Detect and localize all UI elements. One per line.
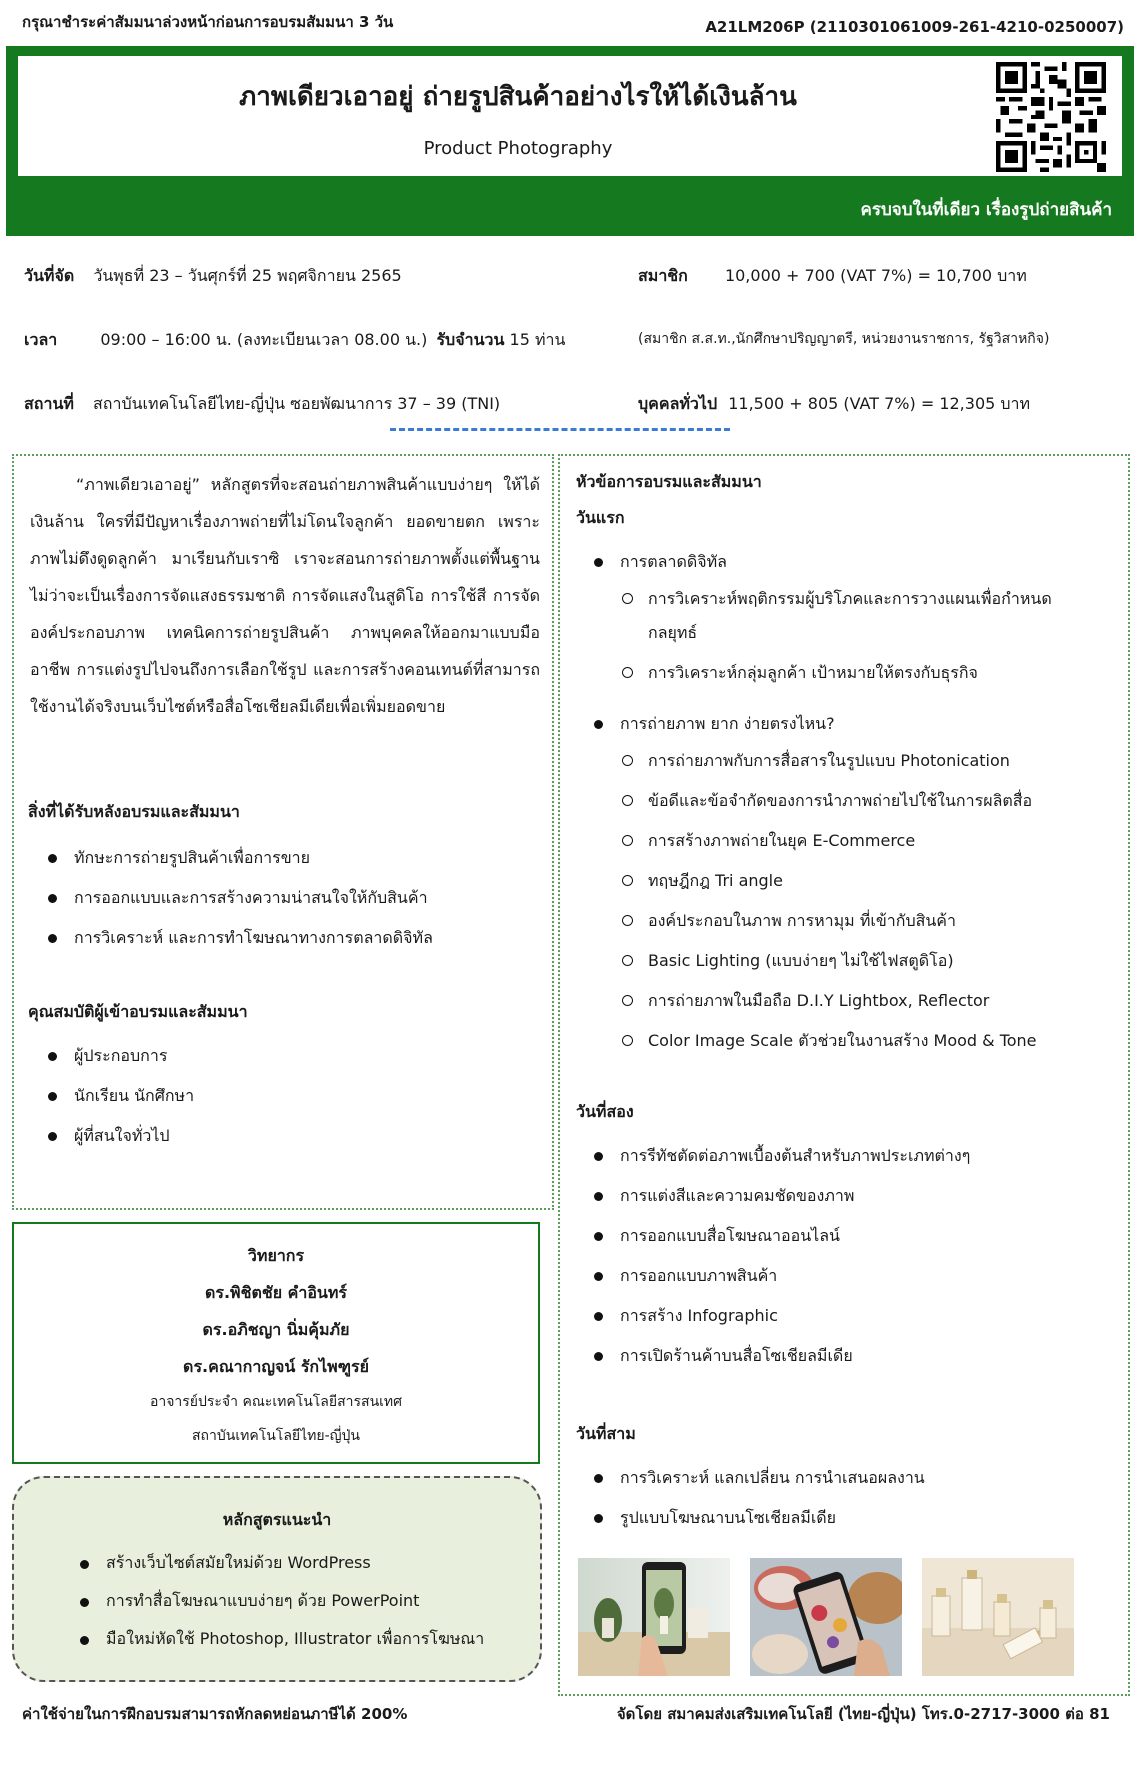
speaker-institute: สถาบันเทคโนโลยีไทย-ญี่ปุ่น <box>191 1428 361 1444</box>
list-item[interactable]: สร้างเว็บไซต์สมัยใหม่ด้วย WordPress <box>76 1544 484 1582</box>
recommended-courses-box <box>12 1476 542 1682</box>
time-value: 09:00 – 16:00 น. (ลงทะเบียนเวลา 08.00 น.) <box>100 330 428 349</box>
list-item: การออกแบบและการสร้างความน่าสนใจให้กับสินค้า <box>44 878 433 918</box>
list-item: การถ่ายภาพกับการสื่อสารในรูปแบบ Photonication <box>620 744 1110 778</box>
recommended-heading: หลักสูตรแนะนำ <box>222 1510 332 1529</box>
phone-product-photo <box>578 1558 730 1676</box>
cosmetic-bottles-photo <box>922 1558 1074 1676</box>
day1-topic-2 <box>590 704 835 744</box>
capacity-label: รับจำนวน <box>436 330 505 349</box>
list-item: องค์ประกอบในภาพ การหามุม ที่เข้ากับสินค้า <box>620 904 1110 938</box>
day1-topic-2-subs <box>620 744 1110 1064</box>
list-item: การวิเคราะห์พฤติกรรมผู้บริโภคและการวางแผนเพื่อกำหนดกลยุทธ์ <box>620 582 1090 650</box>
venue-row <box>24 392 500 417</box>
day1-heading: วันแรก <box>576 508 625 527</box>
list-item: ทฤษฎีกฎ Tri angle <box>620 864 1110 898</box>
date-label: วันที่จัด <box>24 266 75 285</box>
speakers-box <box>12 1222 540 1464</box>
qualifications-list <box>44 1036 194 1156</box>
list-item: Color Image Scale ตัวช่วยในงานสร้าง Mood & Tone <box>620 1024 1110 1058</box>
list-item: ผู้ที่สนใจทั่วไป <box>44 1116 194 1156</box>
list-item[interactable]: การทำสื่อโฆษณาแบบง่ายๆ ด้วย PowerPoint <box>76 1582 484 1620</box>
recommended-list <box>76 1544 484 1658</box>
speakers-heading: วิทยากร <box>247 1246 305 1265</box>
list-item: การตลาดดิจิทัล <box>590 542 727 582</box>
tax-deduction-note: ค่าใช้จ่ายในการฝึกอบรมสามารถหักลดหย่อนภาษีได้ 200% <box>22 1705 408 1723</box>
list-item: รูปแบบโฆษณาบนโซเชียลมีเดีย <box>590 1498 925 1538</box>
day2-list <box>590 1136 970 1376</box>
prepayment-note: กรุณาชำระค่าสัมมนาล่วงหน้าก่อนการอบรมสัมมนา 3 วัน <box>22 13 394 31</box>
list-item: การสร้างภาพถ่ายในยุค E-Commerce <box>620 824 1110 858</box>
course-subtitle: Product Photography <box>423 138 613 159</box>
dashed-divider <box>390 428 730 431</box>
list-item: การออกแบบสื่อโฆษณาออนไลน์ <box>590 1216 970 1256</box>
day2-heading: วันที่สอง <box>576 1102 634 1121</box>
overview-panel <box>12 454 554 1210</box>
list-item: การเปิดร้านค้าบนสื่อโซเชียลมีเดีย <box>590 1336 970 1376</box>
member-label: สมาชิก <box>638 266 688 285</box>
date-row <box>24 264 402 289</box>
speaker-name: ดร.อภิชญา นิ่มคุ้มภัย <box>202 1320 350 1339</box>
venue-value: สถาบันเทคโนโลยีไทย-ญี่ปุ่น ซอยพัฒนาการ 37 – 39 (TNI) <box>93 394 501 413</box>
list-item: ทักษะการถ่ายรูปสินค้าเพื่อการขาย <box>44 838 433 878</box>
day1-topic-1 <box>590 542 727 582</box>
list-item: ผู้ประกอบการ <box>44 1036 194 1076</box>
public-label: บุคคลทั่วไป <box>638 394 718 413</box>
topics-heading: หัวข้อการอบรมและสัมมนา <box>576 472 762 491</box>
course-title: ภาพเดียวเอาอยู่ ถ่ายรูปสินค้าอย่างไรให้ได้เงินล้าน <box>239 82 797 112</box>
venue-label: สถานที่ <box>24 394 74 413</box>
banner-tagline: ครบจบในที่เดียว เรื่องรูปถ่ายสินค้า <box>860 200 1112 220</box>
list-item: การวิเคราะห์ แลกเปลี่ยน การนำเสนอผลงาน <box>590 1458 925 1498</box>
date-value: วันพุธที่ 23 – วันศุกร์ที่ 25 พฤศจิกายน 2565 <box>93 266 402 285</box>
course-code: A21LM206P (2110301061009-261-4210-0250007) <box>705 18 1124 36</box>
list-item: นักเรียน นักศึกษา <box>44 1076 194 1116</box>
time-row <box>24 328 565 353</box>
intro-paragraph: “ภาพเดียวเอาอยู่” หลักสูตรที่จะสอนถ่ายภาพสินค้าแบบง่ายๆ ให้ได้เงินล้าน ใครที่มีปัญหาเรื่องภาพถ่ายที่ไม่โดนใจลูกค้า ยอดขายตก เพราะภาพไม่ดึงดูดลูกค้า มาเรียนกับเราซิ เราจะสอนการถ่ายภาพตั้งแต่พื้นฐาน ไม่ว่าจะเป็นเรื่องการจัดแสงธรรมชาติ การจัดแสงในสูดิโอ การใช้สี การจัดองค์ประกอบภาพ เทคนิคการถ่ายรูปสินค้า ภาพบุคคลให้ออกมาแบบมืออาชีพ การแต่งรูปไปจนถึงการเลือกใช้รูป และการสร้างคอนเทนต์ที่สามารถใช้งานได้จริงบนเว็บไซต์หรือสื่อโซเชียลมีเดียเพื่อเพิ่มยอดขาย <box>30 475 540 716</box>
day3-list <box>590 1458 925 1538</box>
topics-panel <box>558 454 1130 1696</box>
list-item: Basic Lighting (แบบง่ายๆ ไม่ใช้ไฟสตูดิโอ) <box>620 944 1110 978</box>
qualifications-heading: คุณสมบัติผู้เข้าอบรมและสัมมนา <box>28 1002 248 1021</box>
public-price: 11,500 + 805 (VAT 7%) = 12,305 บาท <box>728 394 1031 413</box>
benefits-list <box>44 838 433 958</box>
day1-topic-1-subs <box>620 582 1090 696</box>
list-item: การวิเคราะห์กลุ่มลูกค้า เป้าหมายให้ตรงกับธุรกิจ <box>620 656 1090 690</box>
capacity-value: 15 ท่าน <box>509 330 566 349</box>
list-item[interactable]: มือใหม่หัดใช้ Photoshop, Illustrator เพื่อการโฆษณา <box>76 1620 484 1658</box>
member-price-row <box>638 264 1027 289</box>
organizer-contact: จัดโดย สมาคมส่งเสริมเทคโนโลยี (ไทย-ญี่ปุ่น) โทร.0-2717-3000 ต่อ 81 <box>616 1705 1110 1723</box>
list-item: การวิเคราะห์ และการทำโฆษณาทางการตลาดดิจิทัล <box>44 918 433 958</box>
member-price: 10,000 + 700 (VAT 7%) = 10,700 บาท <box>724 266 1027 285</box>
benefits-heading: สิ่งที่ได้รับหลังอบรมและสัมมนา <box>28 802 240 821</box>
time-label: เวลา <box>24 330 58 349</box>
speaker-name: ดร.พิชิตชัย คำอินทร์ <box>204 1283 348 1302</box>
speaker-affiliation: อาจารย์ประจำ คณะเทคโนโลยีสารสนเทศ <box>149 1394 403 1410</box>
title-banner <box>6 46 1134 236</box>
day3-heading: วันที่สาม <box>576 1424 636 1443</box>
list-item: การแต่งสีและความคมชัดของภาพ <box>590 1176 970 1216</box>
list-item: การออกแบบภาพสินค้า <box>590 1256 970 1296</box>
food-phone-photo <box>750 1558 902 1676</box>
list-item: การรีทัชตัดต่อภาพเบื้องต้นสำหรับภาพประเภทต่างๆ <box>590 1136 970 1176</box>
list-item: การถ่ายภาพในมือถือ D.I.Y Lightbox, Reflector <box>620 984 1110 1018</box>
list-item: การถ่ายภาพ ยาก ง่ายตรงไหน? <box>590 704 835 744</box>
speaker-name: ดร.คณากาญจน์ รักไพฑูรย์ <box>183 1357 369 1376</box>
member-note: (สมาชิก ส.ส.ท.,นักศึกษาปริญญาตรี, หน่วยงานราชการ, รัฐวิสาหกิจ) <box>638 331 1050 347</box>
qr-code-icon[interactable] <box>996 62 1106 172</box>
title-box <box>16 54 1124 178</box>
public-price-row <box>638 392 1030 417</box>
list-item: ข้อดีและข้อจำกัดของการนำภาพถ่ายไปใช้ในการผลิตสื่อ <box>620 784 1110 818</box>
list-item: การสร้าง Infographic <box>590 1296 970 1336</box>
